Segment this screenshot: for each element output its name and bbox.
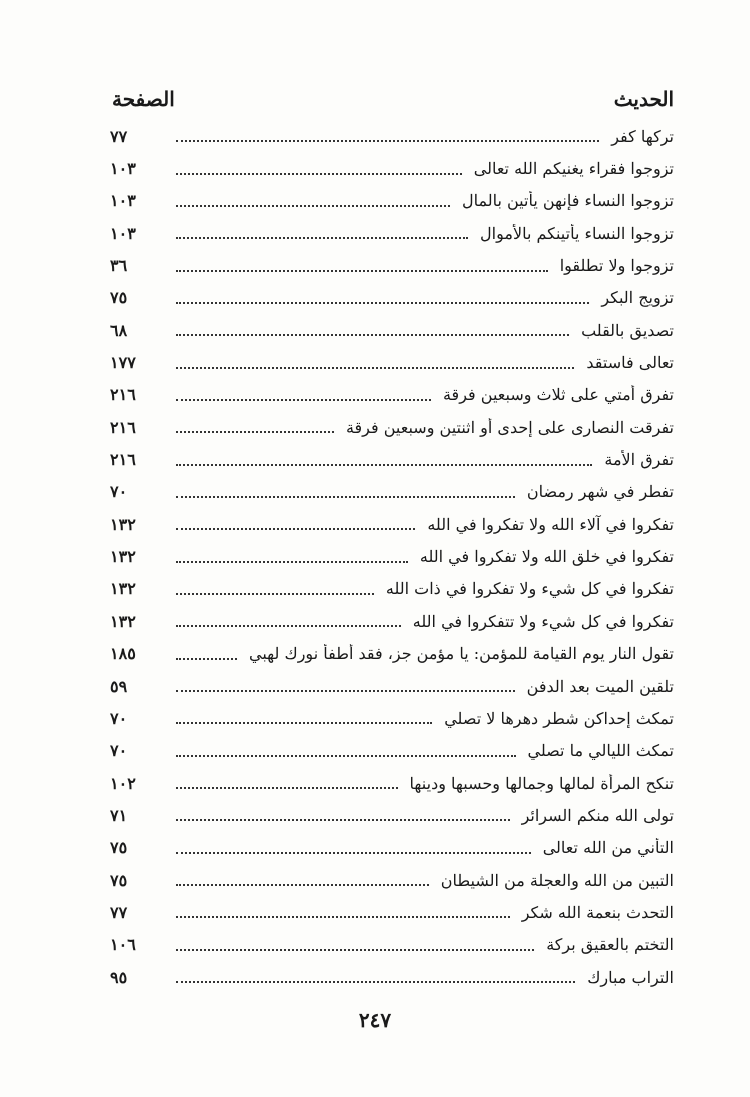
index-entry — [110, 638, 674, 670]
index-entry — [110, 864, 674, 896]
entry-page-number: ١٨٥ — [110, 644, 136, 664]
index-entry — [110, 767, 674, 799]
entry-text: التراب مبارك — [587, 967, 674, 987]
index-entry — [110, 443, 674, 475]
index-entry — [110, 152, 674, 184]
index-entry — [110, 670, 674, 702]
dot-leader — [176, 415, 334, 433]
dot-leader — [176, 480, 515, 498]
dot-leader — [176, 221, 468, 239]
dot-leader — [176, 254, 548, 272]
index-entry — [110, 961, 674, 993]
index-entry — [110, 379, 674, 411]
entry-text: تزوجوا النساء يأتينكم بالأموال — [480, 223, 674, 243]
entry-text: تزوجوا النساء فإنهن يأتين بالمال — [461, 191, 674, 211]
entry-page-number: ١٠٣ — [110, 191, 136, 211]
entry-page-number: ٧٥ — [110, 838, 128, 858]
entry-text: تفكروا في كل شيء ولا تفكروا في ذات الله — [385, 579, 674, 599]
dot-leader — [176, 642, 237, 660]
entry-page-number: ٢١٦ — [110, 450, 136, 470]
dot-leader — [176, 868, 429, 886]
entry-text: تمكث إحداكن شطر دهرها لا تصلي — [444, 708, 674, 728]
index-entry — [110, 573, 674, 605]
entry-text: التحدث بنعمة الله شكر — [521, 902, 674, 922]
dot-leader — [176, 609, 401, 627]
dot-leader — [176, 771, 398, 789]
entry-text: تنكح المرأة لمالها وجمالها وحسبها ودينها — [409, 773, 674, 793]
dot-leader — [176, 900, 510, 918]
index-entry — [110, 120, 674, 152]
index-entry — [110, 346, 674, 378]
entry-text: تولى الله منكم السرائر — [521, 805, 674, 825]
entry-page-number: ١٠٣ — [110, 159, 136, 179]
entry-page-number: ٧٧ — [110, 126, 128, 146]
page-column-heading: الصفحة — [112, 87, 175, 111]
entry-text: تزويج البكر — [601, 288, 674, 308]
entry-text: تركها كفر — [611, 126, 674, 146]
entry-text: تزوجوا فقراء يغنيكم الله تعالى — [473, 159, 674, 179]
entry-text: تعالى فاستقد — [586, 353, 674, 373]
dot-leader — [176, 577, 374, 595]
hadith-column-heading: الحديث — [613, 87, 674, 111]
entry-text: تفطر في شهر رمضان — [526, 482, 674, 502]
dot-leader — [176, 933, 534, 951]
entry-text: التختم بالعقيق بركة — [546, 935, 674, 955]
entry-text: تفكروا في آلاء الله ولا تفكروا في الله — [427, 514, 674, 534]
entry-text: تفرقت النصارى على إحدى أو اثنتين وسبعين فرقة — [345, 417, 674, 437]
entry-page-number: ٢١٦ — [110, 417, 136, 437]
entry-text: تصديق بالقلب — [581, 320, 674, 340]
entry-page-number: ١٣٢ — [110, 547, 136, 567]
entry-page-number: ١٣٢ — [110, 579, 136, 599]
entry-page-number: ١٣٢ — [110, 611, 136, 631]
index-entry — [110, 476, 674, 508]
dot-leader — [176, 189, 450, 207]
entry-page-number: ١٠٦ — [110, 935, 136, 955]
index-entry — [110, 832, 674, 864]
index-entry — [110, 896, 674, 928]
index-entry — [110, 540, 674, 572]
entry-page-number: ٧٥ — [110, 870, 128, 890]
entry-page-number: ٧٠ — [110, 741, 128, 761]
entry-page-number: ٧٥ — [110, 288, 128, 308]
entry-page-number: ١٣٢ — [110, 514, 136, 534]
entry-page-number: ٦٨ — [110, 320, 128, 340]
dot-leader — [176, 836, 531, 854]
index-entry — [110, 735, 674, 767]
dot-leader — [176, 674, 515, 692]
index-entry — [110, 605, 674, 637]
entry-text: تمكث الليالي ما تصلي — [527, 741, 674, 761]
index-entry — [110, 929, 674, 961]
entry-page-number: ١٠٢ — [110, 773, 136, 793]
dot-leader — [176, 157, 462, 175]
index-entry — [110, 702, 674, 734]
dot-leader — [176, 318, 569, 336]
entry-page-number: ٧٠ — [110, 708, 128, 728]
entry-page-number: ١٧٧ — [110, 353, 136, 373]
entry-text: تفرق الأمة — [604, 450, 674, 470]
index-entry — [110, 799, 674, 831]
entry-text: التبين من الله والعجلة من الشيطان — [440, 870, 674, 890]
entry-page-number: ٣٦ — [110, 256, 128, 276]
entry-text: تفرق أمتي على ثلاث وسبعين فرقة — [442, 385, 674, 405]
entry-page-number: ٩٥ — [110, 967, 128, 987]
entry-page-number: ٧١ — [110, 805, 128, 825]
dot-leader — [176, 448, 592, 466]
entry-page-number: ٢١٦ — [110, 385, 136, 405]
entry-page-number: ٥٩ — [110, 676, 128, 696]
index-entry — [110, 411, 674, 443]
dot-leader — [176, 965, 575, 983]
dot-leader — [176, 351, 574, 369]
entry-text: تقول النار يوم القيامة للمؤمن: يا مؤمن جز، فقد أطفأ نورك لهبي — [249, 644, 674, 664]
index-entry — [110, 217, 674, 249]
index-entry — [110, 185, 674, 217]
dot-leader — [176, 286, 589, 304]
dot-leader — [176, 706, 432, 724]
dot-leader — [176, 512, 415, 530]
index-header — [112, 84, 674, 114]
entry-page-number: ٧٠ — [110, 482, 128, 502]
dot-leader — [176, 803, 510, 821]
index-entry — [110, 282, 674, 314]
entry-text: تفكروا في خلق الله ولا تفكروا في الله — [419, 547, 674, 567]
dot-leader — [176, 383, 431, 401]
index-entry — [110, 249, 674, 281]
entry-text: تزوجوا ولا تطلقوا — [559, 256, 674, 276]
dot-leader — [176, 124, 599, 142]
entry-text: تلقين الميت بعد الدفن — [526, 676, 674, 696]
entry-text: التأني من الله تعالى — [542, 838, 674, 858]
index-entry — [110, 508, 674, 540]
page-number-footer: ٢٤٧ — [358, 1008, 392, 1032]
dot-leader — [176, 545, 408, 563]
entry-text: تفكروا في كل شيء ولا تتفكروا في الله — [412, 611, 674, 631]
entry-page-number: ١٠٣ — [110, 223, 136, 243]
dot-leader — [176, 739, 516, 757]
index-entry — [110, 314, 674, 346]
hadith-index-list — [110, 120, 674, 993]
entry-page-number: ٧٧ — [110, 902, 128, 922]
